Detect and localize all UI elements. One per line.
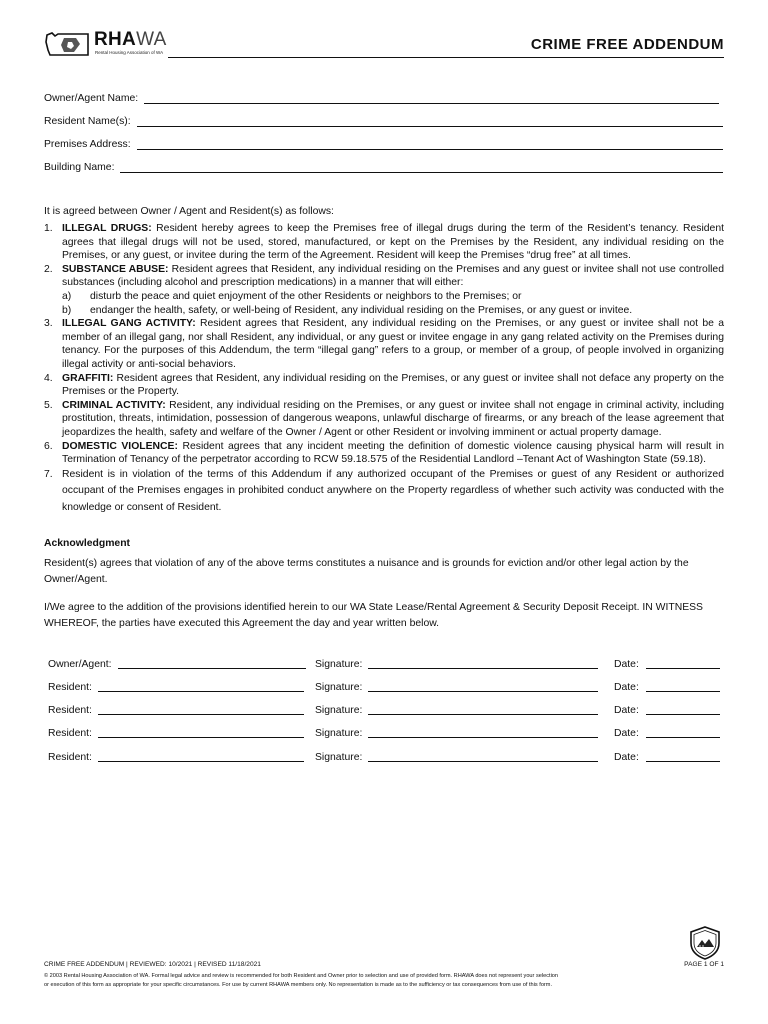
signature-label: Signature: xyxy=(315,682,363,693)
resident-label: Resident: xyxy=(48,752,92,763)
sub-list xyxy=(62,290,724,317)
resident-names-label: Resident Name(s): xyxy=(44,116,131,127)
date-label: Date: xyxy=(614,682,639,693)
date-line[interactable] xyxy=(646,668,720,669)
term-number: 2. xyxy=(44,263,53,275)
resident-label: Resident: xyxy=(48,682,92,693)
owner-agent-name-input-line[interactable] xyxy=(144,91,719,104)
date-label: Date: xyxy=(614,752,639,763)
term-title: CRIMINAL ACTIVITY: xyxy=(62,399,166,411)
signature-row-resident xyxy=(48,749,724,763)
sub-item xyxy=(62,304,724,318)
sub-item-letter: a) xyxy=(62,290,72,302)
term-number: 7. xyxy=(44,468,53,480)
resident-name-line[interactable] xyxy=(98,737,304,738)
signature-line[interactable] xyxy=(368,668,598,669)
document-title: CRIME FREE ADDENDUM xyxy=(530,36,724,53)
resident-name-line[interactable] xyxy=(98,691,304,692)
rhawa-logo xyxy=(44,28,174,60)
term-title: DOMESTIC VIOLENCE: xyxy=(62,440,178,452)
term-title: ILLEGAL DRUGS: xyxy=(62,223,152,234)
term-item xyxy=(44,440,724,467)
term-text: Resident is in violation of the terms of this Addendum if any authorized occupant of the Premises or guest of any Resident or authorized occupant of the Premises engages in prohibited conduct anywhere on the Property regardless of whether such activity was conducted with the knowledge or consent of Resident. xyxy=(62,468,724,513)
term-number: 5. xyxy=(44,399,53,411)
sub-item xyxy=(62,290,724,304)
term-number: 6. xyxy=(44,440,53,452)
signature-row-resident xyxy=(48,725,724,739)
signature-label: Signature: xyxy=(315,752,363,763)
signature-row-owner xyxy=(48,656,724,670)
signature-label: Signature: xyxy=(315,728,363,739)
term-item xyxy=(44,399,724,440)
owner-agent-name-line[interactable] xyxy=(118,668,306,669)
resident-label: Resident: xyxy=(48,705,92,716)
crime-free-shield-icon xyxy=(688,926,722,960)
footer-disclaimer xyxy=(44,972,724,989)
signature-row-resident xyxy=(48,679,724,693)
term-title: ILLEGAL GANG ACTIVITY: xyxy=(62,318,196,330)
page-number: PAGE 1 OF 1 xyxy=(684,961,724,968)
building-name-field[interactable] xyxy=(44,157,723,173)
footer-form-info xyxy=(44,961,724,968)
premises-address-field[interactable] xyxy=(44,134,723,150)
signature-label: Signature: xyxy=(315,705,363,716)
premises-address-input-line[interactable] xyxy=(137,137,723,150)
form-revision-info: CRIME FREE ADDENDUM | REVIEWED: 10/2021 | REVISED 11/18/2021 xyxy=(44,961,261,968)
washington-state-logo-icon xyxy=(44,30,94,58)
term-text: Resident, any individual residing on the Premises, or any guest or invitee shall not engage in criminal activity, including prostitution, threats, intimidation, possession of dangerous weapons, unlawful discharge of firearms, or any breach of the lease agreement that jeopardizes the health, safety and welfare of the Owner / Agent or other Resident or involving imminent or actual property damage. xyxy=(62,399,724,438)
signature-line[interactable] xyxy=(368,761,598,762)
building-name-input-line[interactable] xyxy=(120,160,723,173)
disclaimer-line: © 2003 Rental Housing Association of WA. Formal legal advice and review is recommended for both Resident and Owner prior to selection and use of provided form. RHAWA does not represent your selection xyxy=(44,973,559,979)
owner-agent-label: Owner/Agent: xyxy=(48,659,112,670)
date-line[interactable] xyxy=(646,761,720,762)
signature-label: Signature: xyxy=(315,659,363,670)
document-header xyxy=(44,28,724,62)
resident-names-field[interactable] xyxy=(44,111,723,127)
date-label: Date: xyxy=(614,705,639,716)
term-number: 4. xyxy=(44,372,53,384)
date-line[interactable] xyxy=(646,691,720,692)
date-label: Date: xyxy=(614,659,639,670)
sub-item-text: endanger the health, safety, or well-being of Resident, any individual residing on the Premises, or any guest or invitee. xyxy=(90,304,633,316)
witness-statement: I/We agree to the addition of the provisions identified herein to our WA State Lease/Rental Agreement & Security Deposit Receipt. IN WITNESS WHEREOF, the parties have executed this Agreement the day and year written below. xyxy=(44,602,703,629)
disclaimer-line: or execution of this form as appropriate for your specific circumstances. For use by current RHAWA members only. No representation is made as to the sufficiency or tax consequences from use of this form. xyxy=(44,981,553,988)
term-text: Resident agrees that Resident, any individual residing on the Premises, or any guest or invitee shall not deface any property on the Premises or the Property. xyxy=(62,372,724,398)
terms-list xyxy=(44,222,724,516)
term-item xyxy=(44,467,724,517)
premises-address-label: Premises Address: xyxy=(44,139,131,150)
term-item xyxy=(44,222,724,263)
term-text: Resident agrees that Resident, any individual residing on the Premises, or any guest or invitee shall not be a member of an illegal gang, nor shall Resident, any individual, or any guest or invitee engage in any gang related activity on the Premises during tenancy. For the purposes of this Addendum, the term “illegal gang” refers to a group, or member of a group, of people involved in organizing illegal activity or anti-social behaviors. xyxy=(62,318,724,370)
term-title: GRAFFITI: xyxy=(62,372,114,384)
acknowledgment-body: Resident(s) agrees that violation of any of the above terms constitutes a nuisance and is grounds for eviction and/or other legal action by the Owner/Agent. xyxy=(44,558,689,585)
logo-wordmark: RHAWA xyxy=(94,29,167,50)
term-number: 1. xyxy=(44,223,53,234)
term-item xyxy=(44,317,724,371)
sub-item-text: disturb the peace and quiet enjoyment of the other Residents or neighbors to the Premises; or xyxy=(90,290,522,302)
term-text: Resident hereby agrees to keep the Premises free of illegal drugs during the term of the Resident’s tenancy. Resident agrees that illegal drugs will not be used, stored, manufactured, or kept on the Premises by the Resident, any individual residing on the Premises, or any guest, or invitee during the term of the Agreement. Resident will keep the Premises “drug free” at all times. xyxy=(62,223,724,262)
owner-agent-name-field[interactable] xyxy=(44,88,723,104)
term-item xyxy=(44,263,724,317)
acknowledgment-heading: Acknowledgment xyxy=(44,538,131,549)
date-line[interactable] xyxy=(646,714,720,715)
term-text: Resident agrees that any incident meeting the definition of domestic violence causing physical harm will result in Termination of Tenancy of the perpetrator according to RCW 59.18.575 of the Residential Landlord –Tenant Act of Washington State (59.18). xyxy=(62,440,724,466)
signature-line[interactable] xyxy=(368,691,598,692)
term-number: 3. xyxy=(44,318,53,330)
logo-subtitle: Rental Housing Association of WA xyxy=(95,50,164,55)
owner-agent-name-label: Owner/Agent Name: xyxy=(44,93,139,104)
sub-item-letter: b) xyxy=(62,304,72,316)
agreement-intro: It is agreed between Owner / Agent and Resident(s) as follows: xyxy=(44,206,334,217)
building-name-label: Building Name: xyxy=(44,162,115,173)
signature-row-resident xyxy=(48,702,724,716)
signature-line[interactable] xyxy=(368,714,598,715)
signature-line[interactable] xyxy=(368,737,598,738)
resident-label: Resident: xyxy=(48,728,92,739)
header-rule xyxy=(168,57,724,58)
resident-name-line[interactable] xyxy=(98,761,304,762)
date-line[interactable] xyxy=(646,737,720,738)
resident-name-line[interactable] xyxy=(98,714,304,715)
term-item xyxy=(44,372,724,399)
date-label: Date: xyxy=(614,728,639,739)
resident-names-input-line[interactable] xyxy=(137,114,723,127)
term-title: SUBSTANCE ABUSE: xyxy=(62,263,169,275)
term-text: Resident agrees that Resident, any individual residing on the Premises and any guest or invitee shall not use controlled substances (including alcohol and prescription medications) in a manner that will either: xyxy=(62,263,724,289)
